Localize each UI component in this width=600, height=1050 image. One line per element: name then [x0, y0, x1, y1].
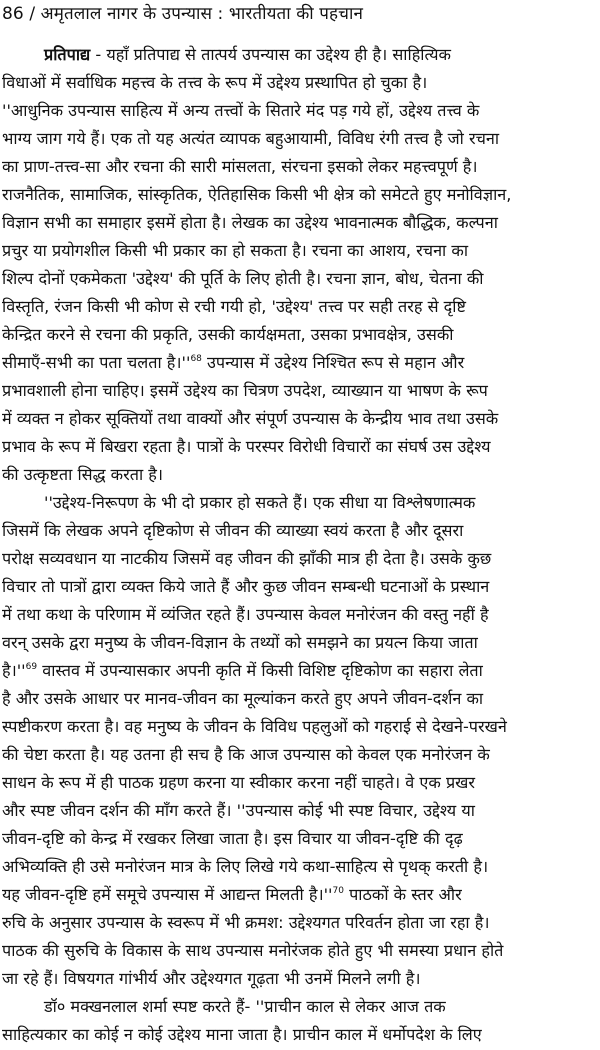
line-text: स्पष्टीकरण करता है। वह मनुष्य के जीवन के विविध पहलुओं को गहराई से देखने-परखने: [2, 717, 507, 736]
line-text: वरन् उसके द्वरा मनुष्य के जीवन-विज्ञान के तथ्यों को समझने का प्रयत्न किया जाता: [2, 633, 478, 652]
line-text: विस्तृति, रंजन किसी भी कोण से रची गयी हो, 'उद्देश्य' तत्त्व पर सही तरह से दृष्टि: [2, 297, 466, 316]
line-content: [2, 266, 483, 292]
line-content: [2, 686, 483, 712]
line-text: प्रचुर या प्रयोगशील किसी भी प्रकार का हो सकता है। रचना का आशय, रचना का: [2, 241, 469, 260]
text-line: [0, 714, 600, 742]
line-text-after: वास्तव में उपन्यासकार अपनी कृति में किसी विशिष्ट दृष्टिकोण का सहारा लेता: [37, 661, 483, 680]
line-content: [2, 910, 490, 936]
line-text: शिल्प दोनों एकमेकता 'उद्देश्य' की पूर्ति के लिए होती है। रचना ज्ञान, बोध, चेतना की: [2, 269, 484, 288]
footnote-number: 68: [190, 354, 202, 364]
page-header: 86 / अमृतलाल नागर के उपन्यास : भारतीयता की पहचान: [2, 4, 364, 24]
line-text: रुचि के अनुसार उपन्यास के स्वरूप में भी क्रमश: उद्देश्यगत परिवर्तन होता जा रहा है।: [2, 913, 490, 932]
line-content: [2, 798, 475, 824]
text-line: [0, 770, 600, 798]
text-line: [0, 966, 600, 994]
text-line: [0, 154, 600, 182]
text-line: [0, 826, 600, 854]
text-line: [0, 42, 600, 70]
line-text: और स्पष्ट जीवन दर्शन की माँग करते हैं। ''उपन्यास कोई भी स्पष्ट विचार, उद्देश्य या: [2, 801, 475, 820]
section-heading: प्रतिपाद्य: [44, 45, 91, 64]
line-text: ''आधुनिक उपन्यास साहित्य में अन्य तत्त्वों के सितारे मंद पड़ गये हों, उद्देश्य तत्त्व के: [2, 101, 480, 120]
line-text: साहित्यकार का कोई न कोई उद्देश्य माना जाता है। प्राचीन काल में धर्मोपदेश के लिए: [2, 1025, 482, 1044]
text-line: [0, 546, 600, 574]
line-text: - यहाँ प्रतिपाद्य से तात्पर्य उपन्यास का उद्देश्य ही है। साहित्यिक: [90, 45, 451, 64]
text-line: [0, 238, 600, 266]
line-text: सीमाएँ-सभी का पता चलता है।'': [2, 353, 191, 372]
line-text: प्रभावशाली होना चाहिए। इसमें उद्देश्य का चित्रण उपदेश, व्याख्यान या भाषण के रूप: [2, 381, 488, 400]
line-content: [2, 126, 499, 152]
line-content: [2, 966, 421, 992]
line-content: [2, 518, 463, 544]
text-line: [0, 882, 600, 910]
text-line: [0, 938, 600, 966]
line-content: [2, 574, 489, 600]
line-content: [2, 742, 490, 768]
text-line: [0, 854, 600, 882]
text-line: [0, 266, 600, 294]
text-line: [0, 98, 600, 126]
line-text: परोक्ष सव्यवधान या नाटकीय जिसमें वह जीवन की झाँकी मात्र ही देता है। उसके कुछ: [2, 549, 492, 568]
line-text: का प्राण-तत्त्व-सा और रचना की सारी मांसलता, संरचना इसको लेकर महत्त्वपूर्ण है।: [2, 157, 478, 176]
line-text: भाग्य जाग गये हैं। एक तो यह अत्यंत व्यापक बहुआयामी, विविध रंगी तत्त्व है जो रचना: [2, 129, 500, 148]
text-line: [0, 686, 600, 714]
line-content: [2, 630, 478, 656]
line-text: डॉ० मक्खनलाल शर्मा स्पष्ट करते हैं- ''प्राचीन काल से लेकर आज तक: [44, 997, 446, 1016]
line-content: [2, 854, 488, 880]
line-text: यह जीवन-दृष्टि हमें समूचे उपन्यास में आद्यन्त मिलती है।'': [2, 885, 333, 904]
line-content: [2, 98, 479, 124]
line-text: राजनैतिक, सामाजिक, सांस्कृतिक, ऐतिहासिक किसी भी क्षेत्र को समेटते हुए मनोविज्ञान,: [2, 185, 512, 204]
text-line: [0, 798, 600, 826]
text-line: [0, 294, 600, 322]
line-text: जीवन-दृष्टि को केन्द्र में रखकर लिखा जाता है। इस विचार या जीवन-दृष्टि की दृढ़: [2, 829, 463, 848]
line-content: [2, 602, 489, 628]
text-line: [0, 910, 600, 938]
text-line: [0, 70, 600, 98]
line-content: [2, 462, 163, 488]
line-content: [2, 882, 462, 908]
text-line: [0, 574, 600, 602]
line-text: में व्यक्त न होकर सूक्तियों तथा वाक्यों और संपूर्ण उपन्यास के केन्द्रीय भाव तथा उसके: [2, 409, 499, 428]
text-line: [0, 658, 600, 686]
text-line: [0, 462, 600, 490]
line-content: [44, 490, 475, 516]
line-text: अभिव्यक्ति ही उसे मनोरंजन मात्र के लिए लिखे गये कथा-साहित्य से पृथक् करती है।: [2, 857, 489, 876]
line-text: प्रभाव के रूप में बिखरा रहता है। पात्रों के परस्पर विरोधी विचारों का संघर्ष उस उद्देश्य: [2, 437, 491, 456]
line-content: [44, 994, 446, 1020]
text-line: [0, 210, 600, 238]
text-line: [0, 602, 600, 630]
line-content: [2, 238, 468, 264]
text-line: [0, 518, 600, 546]
line-text: केन्द्रित करने से रचना की प्रकृति, उसकी कार्यक्षमता, उसका प्रभावक्षेत्र, उसकी: [2, 325, 454, 344]
text-line: [0, 742, 600, 770]
footnote-number: 70: [332, 886, 344, 896]
line-content: [2, 406, 498, 432]
text-line: [0, 490, 600, 518]
text-line: [0, 322, 600, 350]
line-text: जा रहे हैं। विषयगत गांभीर्य और उद्देश्यगत गूढ़ता भी उनमें मिलने लगी है।: [2, 969, 421, 988]
text-line: [0, 126, 600, 154]
line-content: [2, 826, 463, 852]
line-content: [2, 770, 475, 796]
line-content: [2, 182, 511, 208]
line-text: विज्ञान सभी का समाहार इसमें होता है। लेखक का उद्देश्य भावनात्मक बौद्धिक, कल्पना: [2, 213, 498, 232]
line-content: [2, 294, 466, 320]
text-line: [0, 434, 600, 462]
line-content: [2, 378, 488, 404]
line-content: [2, 350, 464, 376]
line-text: विधाओं में सर्वाधिक महत्त्व के तत्त्व के रूप में उद्देश्य प्रस्थापित हो चुका है।: [2, 73, 428, 92]
text-line: [0, 1022, 600, 1050]
line-content: [2, 546, 491, 572]
line-content: [2, 154, 478, 180]
text-line: [0, 350, 600, 378]
line-content: [2, 70, 427, 96]
line-text-after: पाठकों के स्तर और: [343, 885, 462, 904]
line-content: [2, 714, 507, 740]
line-content: [2, 658, 483, 684]
line-text: की उत्कृष्टता सिद्ध करता है।: [2, 465, 164, 484]
line-text: पाठक की सुरुचि के विकास के साथ उपन्यास मनोरंजक होते हुए भी समस्या प्रधान होते: [2, 941, 504, 960]
line-content: [2, 210, 498, 236]
line-content: [2, 322, 453, 348]
line-content: [44, 42, 451, 68]
line-text: में तथा कथा के परिणाम में व्यंजित रहते हैं। उपन्यास केवल मनोरंजन की वस्तु नहीं है: [2, 605, 489, 624]
line-text: जिसमें कि लेखक अपने दृष्टिकोण से जीवन की व्याख्या स्वयं करता है और दूसरा: [2, 521, 464, 540]
line-content: [2, 434, 491, 460]
body-text: [0, 42, 600, 1050]
text-line: [0, 994, 600, 1022]
footnote-number: 69: [25, 662, 38, 672]
line-text-after: उपन्यास में उद्देश्य निश्चित रूप से महान और: [201, 353, 465, 372]
line-text: विचार तो पात्रों द्वारा व्यक्त किये जाते हैं और कुछ जीवन सम्बन्धी घटनाओं के प्रस्थान: [2, 577, 490, 596]
text-line: [0, 630, 600, 658]
line-text: की चेष्टा करता है। यह उतना ही सच है कि आज उपन्यास को केवल एक मनोरंजन के: [2, 745, 490, 764]
line-text: साधन के रूप में ही पाठक ग्रहण करना या स्वीकार करना नहीं चाहते। वे एक प्रखर: [2, 773, 476, 792]
line-text: है।'': [2, 661, 26, 680]
line-content: [2, 938, 503, 964]
text-line: [0, 378, 600, 406]
text-line: [0, 182, 600, 210]
line-text: ''उद्देश्य-निरूपण के भी दो प्रकार हो सकते हैं। एक सीधा या विश्लेषणात्मक: [44, 493, 476, 512]
line-text: है और उसके आधार पर मानव-जीवन का मूल्यांकन करते हुए अपने जीवन-दर्शन का: [2, 689, 484, 708]
line-content: [2, 1022, 482, 1048]
text-line: [0, 406, 600, 434]
